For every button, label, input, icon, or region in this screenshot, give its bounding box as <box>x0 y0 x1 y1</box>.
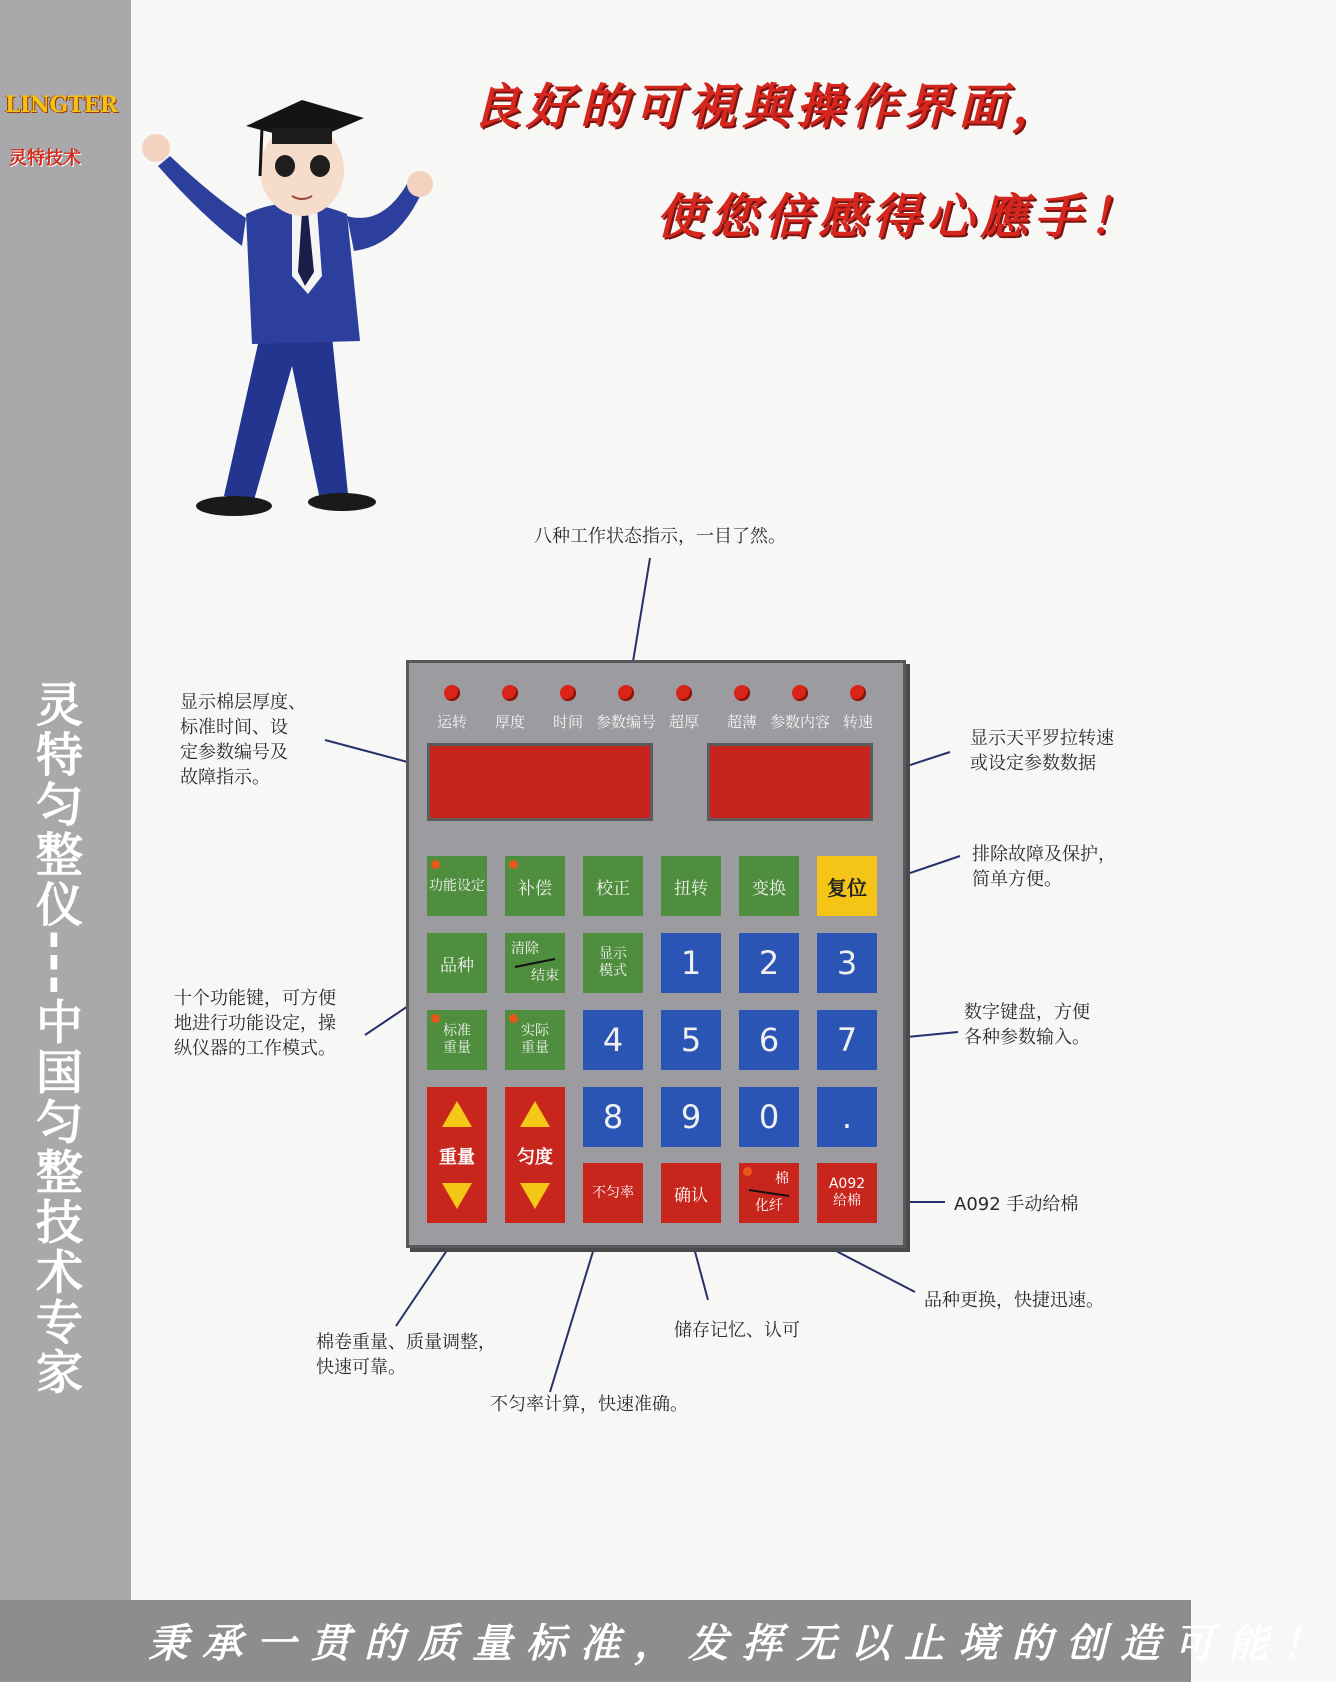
led-label-over-thin: 超薄 <box>726 713 758 731</box>
led-speed <box>850 685 866 701</box>
diagonal-divider <box>749 1188 789 1198</box>
key-label: 9 <box>680 1098 702 1136</box>
twist-key[interactable] <box>661 856 721 916</box>
note-variety-change: 品种更换，快捷迅速。 <box>924 1290 1104 1311</box>
digit-3-key[interactable] <box>817 933 877 993</box>
key-indicator-dot <box>509 1014 518 1023</box>
key-label: 7 <box>836 1021 858 1059</box>
digit-1-key[interactable] <box>661 933 721 993</box>
digit-5-key[interactable] <box>661 1010 721 1070</box>
key-label-top: 清除 <box>511 941 539 957</box>
note-reset: 排除故障及保护， 简单方便。 <box>972 844 1116 890</box>
key-label: 5 <box>680 1021 702 1059</box>
led-label-param-number: 参数编号 <box>595 713 657 731</box>
key-label: . <box>841 1098 853 1136</box>
graduate-mascot-illustration <box>142 96 482 526</box>
diagonal-divider <box>515 958 555 968</box>
left-display <box>427 743 653 821</box>
key-label: 2 <box>758 944 780 982</box>
led-param-content <box>792 685 808 701</box>
variety-key[interactable] <box>427 933 487 993</box>
sidebar-title: 灵特匀整仪---中国匀整技术专家 <box>28 680 83 1398</box>
key-indicator-dot <box>743 1167 752 1176</box>
led-label-running: 运转 <box>436 713 468 731</box>
actual-weight-key[interactable] <box>505 1010 565 1070</box>
led-over-thin <box>734 685 750 701</box>
display-mode-key[interactable] <box>583 933 643 993</box>
key-label: 1 <box>680 944 702 982</box>
cotton-fiber-key[interactable] <box>739 1163 799 1223</box>
key-label: 品种 <box>440 955 474 976</box>
standard-weight-key[interactable] <box>427 1010 487 1070</box>
digit-2-key[interactable] <box>739 933 799 993</box>
reset-button[interactable] <box>817 856 877 916</box>
logo-text-en: LINGTER <box>5 92 118 118</box>
headline-line1: 良好的可視與操作界面， <box>472 79 1067 135</box>
key-label: 3 <box>836 944 858 982</box>
led-running <box>444 685 460 701</box>
key-label: 给棉 <box>833 1193 861 1209</box>
note-function-keys: 十个功能键，可方便 地进行功能设定，操 纵仪器的工作模式。 <box>174 988 336 1059</box>
digit-7-key[interactable] <box>817 1010 877 1070</box>
led-time <box>560 685 576 701</box>
led-param-number <box>618 685 634 701</box>
key-label: 实际重量 <box>521 1023 549 1056</box>
function-set-key[interactable] <box>427 856 487 916</box>
headline-line2: 使您倍感得心應手！ <box>656 189 1143 245</box>
key-label: 显示模式 <box>599 946 627 979</box>
switch-key[interactable] <box>739 856 799 916</box>
arrow-up-icon <box>442 1101 472 1127</box>
note-manual-feed: A092 手动给棉 <box>954 1194 1079 1215</box>
led-label-thickness: 厚度 <box>494 713 526 731</box>
decimal-point-key[interactable] <box>817 1087 877 1147</box>
key-label: 确认 <box>674 1185 708 1206</box>
digit-8-key[interactable] <box>583 1087 643 1147</box>
key-label: 6 <box>758 1021 780 1059</box>
arrow-down-icon <box>442 1183 472 1209</box>
key-indicator-dot <box>431 1014 440 1023</box>
led-label-time: 时间 <box>552 713 584 731</box>
note-left-display: 显示棉层厚度、 标准时间、设 定参数编号及 故障指示。 <box>180 692 306 788</box>
led-label-param-content: 参数内容 <box>769 713 831 731</box>
digit-0-key[interactable] <box>739 1087 799 1147</box>
slogan: 秉承一贯的质量标准，发挥无以止境的创造可能！ <box>148 1621 1336 1667</box>
compensation-key[interactable] <box>505 856 565 916</box>
key-label: 校正 <box>596 878 630 899</box>
key-label: 不匀率 <box>592 1184 634 1201</box>
key-label: 匀度 <box>517 1147 553 1168</box>
evenness-adjust-key[interactable] <box>505 1087 565 1223</box>
led-label-over-thick: 超厚 <box>668 713 700 731</box>
note-weight-adjust: 棉卷重量、质量调整， 快速可靠。 <box>316 1332 496 1378</box>
key-label: 复位 <box>827 875 867 900</box>
digit-9-key[interactable] <box>661 1087 721 1147</box>
key-indicator-dot <box>509 860 518 869</box>
key-label: 功能设定 <box>429 877 485 894</box>
arrow-down-icon <box>520 1183 550 1209</box>
brand-logo <box>5 92 118 170</box>
key-label: 重量 <box>439 1147 475 1168</box>
weight-adjust-key[interactable] <box>427 1087 487 1223</box>
manual-feed-key[interactable] <box>817 1163 877 1223</box>
note-keypad: 数字键盘，方便 各种参数输入。 <box>964 1002 1090 1048</box>
confirm-key[interactable] <box>661 1163 721 1223</box>
key-label-code: A092 <box>828 1176 866 1192</box>
key-label: 8 <box>602 1098 624 1136</box>
key-label: 标准重量 <box>443 1023 471 1056</box>
clear-end-key[interactable] <box>505 933 565 993</box>
key-label: 补偿 <box>518 878 552 899</box>
note-right-display: 显示天平罗拉转速 或设定参数数据 <box>970 728 1114 774</box>
note-memory: 储存记忆、认可 <box>674 1320 800 1341</box>
right-display <box>707 743 873 821</box>
key-indicator-dot <box>431 860 440 869</box>
led-label-speed: 转速 <box>842 713 874 731</box>
key-label: 4 <box>602 1021 624 1059</box>
control-panel <box>406 660 906 1248</box>
key-label-top: 棉 <box>775 1171 789 1187</box>
note-unevenness-calc: 不匀率计算，快速准确。 <box>490 1394 688 1415</box>
note-indicators: 八种工作状态指示，一目了然。 <box>534 526 786 547</box>
key-label-bottom: 结束 <box>531 968 559 984</box>
unevenness-key[interactable] <box>583 1163 643 1223</box>
led-over-thick <box>676 685 692 701</box>
led-thickness <box>502 685 518 701</box>
sidebar <box>0 0 131 1600</box>
calibrate-key[interactable] <box>583 856 643 916</box>
key-label: 0 <box>758 1098 780 1136</box>
digit-4-key[interactable] <box>583 1010 643 1070</box>
arrow-up-icon <box>520 1101 550 1127</box>
logo-text-cn: 灵特技术 <box>9 148 81 169</box>
key-label: 扭转 <box>674 878 708 899</box>
key-label-bottom: 化纤 <box>755 1198 783 1214</box>
key-label: 变换 <box>752 878 786 899</box>
digit-6-key[interactable] <box>739 1010 799 1070</box>
